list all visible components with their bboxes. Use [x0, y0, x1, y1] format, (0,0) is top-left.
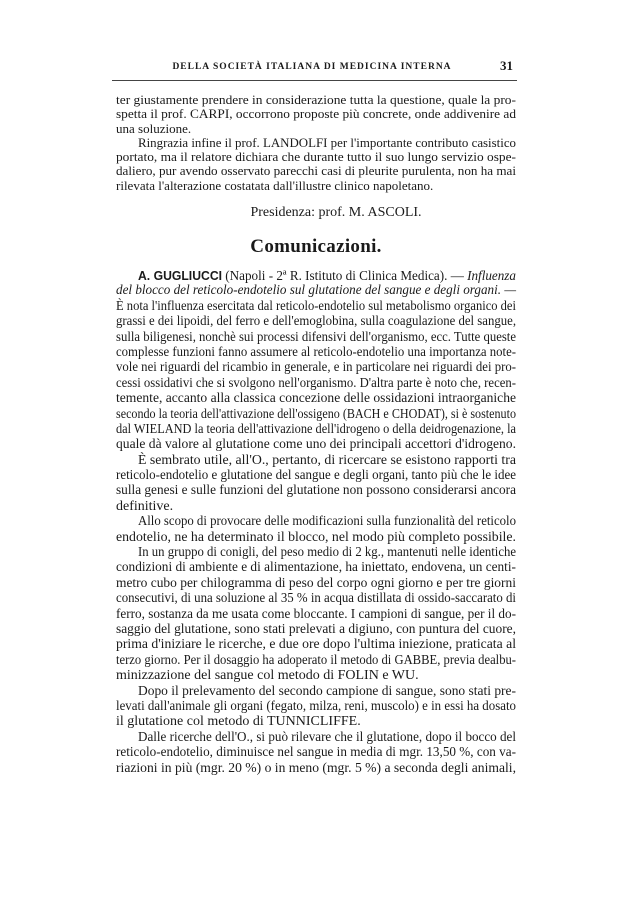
section-title: Comunicazioni. — [250, 236, 382, 257]
communication-text — [116, 268, 516, 776]
text-line: complesse funzioni fanno assumere al reticolo-endotelio una importanza note- — [116, 344, 517, 360]
text-line: Dalle ricerche dell'O., si può rilevare che il glutatione, dopo il bocco del — [138, 729, 517, 745]
text-line: levati dall'animale gli organi (fegato, milza, reni, muscolo) e in essi ha dosato — [116, 698, 516, 714]
text-line: dal WIELAND la teoria dell'attivazione dell'idrogeno o della deidrogenazione, la — [116, 421, 516, 437]
text-line: È nota l'influenza esercitata dal reticolo-endotelio sul metabolismo organico dei — [116, 298, 516, 314]
text-line: In un gruppo di conigli, del peso medio di 2 kg., mantenuti nelle identiche — [138, 545, 517, 561]
text-line: vole nei riguardi del ricambio in generale, e in particolare nei riguardi dei pro- — [116, 360, 516, 376]
text-line: riazioni in più (mgr. 20 %) o in meno (mgr. 5 %) a seconda degli animali, — [116, 760, 517, 776]
communication-title-start: Influenza — [467, 269, 516, 284]
text-line: secondo la teoria dell'attivazione dell'ossigeno (BACH e CHODAT), si è sostenuto — [116, 406, 517, 422]
text-line: saggio del glutatione, sono stati prelevati a digiuno, con puntura del cuore, — [116, 621, 516, 637]
text-line: reticolo-endotelio e glutatione del sangue e degli organi, tanto più che le idee — [116, 468, 517, 484]
communication-heading-line — [117, 268, 516, 284]
text-line: daliero, pur avendo osservato parecchi casi di pleurite purulenta, non ha mai — [116, 163, 517, 179]
text-line: portato, ma il relatore dichiara che durante tutto il suo lungo servizio ospe- — [116, 149, 516, 165]
text-line: minizzazione del sangue col metodo di FOLIN e WU. — [116, 668, 419, 684]
text-line: sulla genesi e sulle funzioni del glutatione non possono considerarsi ancora — [116, 483, 517, 499]
text-line: temente, accanto alla classica concezione delle ossidazioni intraorganiche — [116, 391, 517, 407]
author-affiliation: (Napoli - 2ª R. Istituto di Clinica Medica). — — [225, 269, 464, 284]
intro-text — [116, 93, 516, 193]
page-number: 31 — [500, 58, 513, 73]
text-line: condizioni di ambiente e di alimentazione, ha iniettato, endovena, un centi- — [116, 560, 516, 576]
text-line: una soluzione. — [116, 120, 192, 136]
text-line: reticolo-endotelio, diminuisce nel sangue in media di mgr. 13,50 %, con va- — [116, 745, 517, 761]
header-rule — [112, 80, 517, 81]
text-line: cessi ossidativi che si svolgono nell'organismo. D'altra parte è noto che, recen- — [116, 375, 516, 391]
text-line: Ringrazia infine il prof. LANDOLFI per l'importante contributo casistico — [138, 134, 517, 150]
text-line: spetta il prof. CARPI, occorrono proposte più concrete, onde addivenire ad — [116, 106, 517, 122]
text-line: endotelio, ne ha determinato il blocco, nel modo più completo possibile. — [116, 529, 517, 545]
text-line: consecutivi, di una soluzione al 35 % in acqua distillata di ossido-saccarato di — [116, 591, 517, 607]
text-line: ferro, sostanza da me usata come bloccante. I campioni di sangue, per il do- — [116, 606, 517, 622]
text-line: quale dà valore al glutatione come uno dei principali accettori d'idrogeno. — [116, 437, 516, 453]
text-line: grassi e dei lipoidi, del ferro e dell'emoglobina, sulla coagulazione del sangue, — [116, 314, 517, 330]
running-header: DELLA SOCIETÀ ITALIANA DI MEDICINA INTERNA — [172, 62, 452, 72]
text-line: Allo scopo di provocare delle modificazioni sulla funzionalità del reticolo — [138, 514, 516, 530]
text-line: ter giustamente prendere in considerazione tutta la questione, quale la pro- — [116, 92, 516, 107]
text-line: Dopo il prelevamento del secondo campione di sangue, sono stati pre- — [138, 683, 517, 699]
text-line: definitive. — [116, 498, 174, 514]
author-name: A. GUGLIUCCI — [138, 268, 223, 283]
text-line: prima d'iniziare le ricerche, e due ore dopo l'ultima iniezione, praticata al — [116, 637, 517, 653]
communication-title-end: del blocco del reticolo-endotelio sul glutatione del sangue e degli organi. — — [116, 283, 517, 299]
text-line: È sembrato utile, all'O., pertanto, di ricercare se esistono rapporti tra — [138, 452, 517, 468]
text-line: terzo giorno. Per il dosaggio ha adoperato il metodo di GABBE, previa dealbu- — [116, 652, 517, 668]
text-line: rilevata l'alterazione costatata dall'illustre clinico napoletano. — [116, 177, 434, 193]
text-line: il glutatione col metodo di TUNNICLIFFE. — [116, 714, 361, 730]
presidenza-line: Presidenza: prof. M. ASCOLI. — [250, 205, 422, 220]
text-line: sulla biligenesi, nonchè sui processi difensivi dell'organismo, ecc. Tutte queste — [116, 329, 517, 345]
text-line: metro cubo per chilogramma di peso del corpo ogni giorno e per tre giorni — [116, 575, 516, 591]
